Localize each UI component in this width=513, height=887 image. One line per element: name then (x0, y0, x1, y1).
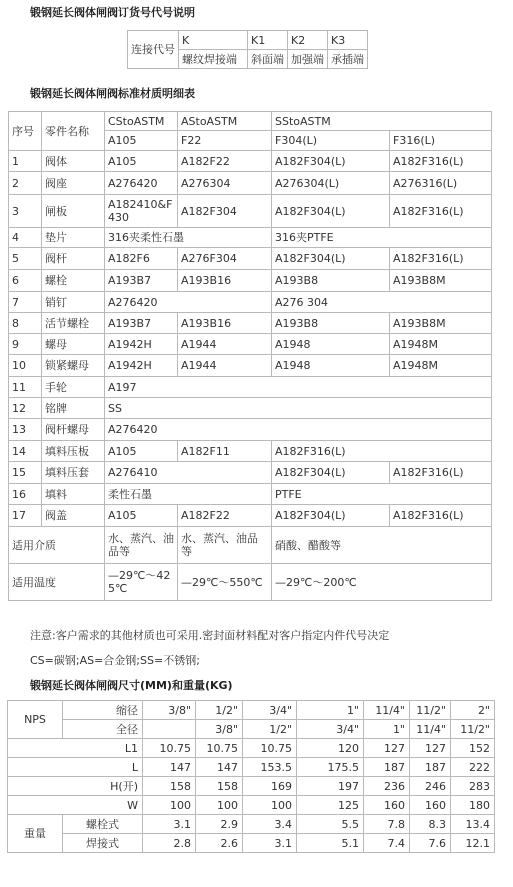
cs-header: CStoASTM (105, 112, 178, 131)
dim-cell: 10.75 (243, 739, 297, 758)
weight-cell: 7.4 (364, 834, 410, 853)
as-grade: F22 (178, 131, 272, 151)
dim-label: L (8, 758, 143, 777)
table-row (9, 377, 492, 398)
cell: A193B8 (272, 270, 390, 292)
cell: A1948M (390, 355, 492, 377)
cell: A276420 (105, 292, 272, 313)
dimension-table-title: 锻钢延长阀体闸阀尺寸(MM)和重量(KG) (30, 679, 233, 692)
cell: A182410&F430 (105, 195, 178, 228)
row-no: 3 (9, 195, 42, 228)
cell: A182F304(L) (272, 151, 390, 172)
size-cell: 1/2" (243, 720, 297, 739)
code-meaning: 承插端 (328, 50, 368, 69)
row-no: 1 (9, 151, 42, 172)
table-row (8, 796, 495, 815)
dim-cell: 100 (143, 796, 196, 815)
row-no: 8 (9, 313, 42, 334)
dim-cell: 152 (451, 739, 495, 758)
row-part: 铭牌 (42, 398, 105, 419)
dim-cell: 236 (364, 777, 410, 796)
weight-cell: 5.1 (297, 834, 364, 853)
cell: A105 (105, 151, 178, 172)
cell: A1944 (178, 355, 272, 377)
dim-cell: 187 (364, 758, 410, 777)
row-part: 锁紧螺母 (42, 355, 105, 377)
row-no: 16 (9, 484, 42, 505)
size-cell: 11/2" (410, 701, 451, 720)
cell: A193B7 (105, 270, 178, 292)
cell: A182F304(L) (272, 505, 390, 527)
dim-cell: 160 (410, 796, 451, 815)
row-part: 手轮 (42, 377, 105, 398)
cell: A276304(L) (272, 172, 390, 195)
reduced-label: 缩径 (63, 701, 143, 720)
row-no: 2 (9, 172, 42, 195)
row-part: 阀座 (42, 172, 105, 195)
table-row (9, 462, 492, 484)
table-row (8, 815, 495, 834)
row-part: 阀杆螺母 (42, 419, 105, 441)
cell: A182F304(L) (272, 195, 390, 228)
table-row (9, 441, 492, 462)
row-no: 9 (9, 334, 42, 355)
cell: A105 (105, 505, 178, 527)
ss-grade-304: F304(L) (272, 131, 390, 151)
code-meaning: 加强端 (288, 50, 328, 69)
material-table-title: 锻钢延长阀体闸阀标准材质明细表 (30, 87, 195, 100)
row-part: 填料压套 (42, 462, 105, 484)
seq-header: 序号 (9, 112, 42, 151)
table-row (9, 172, 492, 195)
cell: A182F304(L) (272, 462, 390, 484)
temperature-row (9, 564, 492, 601)
dim-cell: 169 (243, 777, 297, 796)
cell: A182F22 (178, 505, 272, 527)
row-part: 填料 (42, 484, 105, 505)
row-no: 11 (9, 377, 42, 398)
cell: A276304 (178, 172, 272, 195)
size-cell (143, 720, 196, 739)
cell: A182F304 (178, 195, 272, 228)
cell: 316夹PTFE (272, 228, 492, 248)
cell: A276420 (105, 172, 178, 195)
row-no: 13 (9, 419, 42, 441)
table-row (8, 739, 495, 758)
row-part: 闸板 (42, 195, 105, 228)
dim-cell: 100 (196, 796, 243, 815)
material-table (8, 111, 492, 601)
row-no: 14 (9, 441, 42, 462)
dim-cell: 158 (196, 777, 243, 796)
weight-cell: 2.9 (196, 815, 243, 834)
code-cell: K (179, 31, 248, 50)
abbreviation-note: CS=碳钢;AS=合金钢;SS=不锈钢; (30, 654, 200, 667)
row-no: 17 (9, 505, 42, 527)
size-cell: 1" (364, 720, 410, 739)
dim-cell: 197 (297, 777, 364, 796)
dim-cell: 10.75 (143, 739, 196, 758)
cell: A1948 (272, 355, 390, 377)
row-part: 活节螺栓 (42, 313, 105, 334)
row-no: 7 (9, 292, 42, 313)
media-cs: 水、蒸汽、油品等 (105, 527, 178, 564)
row-part: 垫片 (42, 228, 105, 248)
size-cell: 1/2" (196, 701, 243, 720)
weight-cell: 8.3 (410, 815, 451, 834)
dimension-table (7, 700, 495, 853)
row-part: 填料压板 (42, 441, 105, 462)
code-cell: K2 (288, 31, 328, 50)
cell: A182F316(L) (390, 462, 492, 484)
cell: A182F316(L) (272, 441, 492, 462)
dim-cell: 10.75 (196, 739, 243, 758)
media-row (9, 527, 492, 564)
weight-cell: 3.4 (243, 815, 297, 834)
cell: A193B7 (105, 313, 178, 334)
table-row (9, 195, 492, 228)
cell: 柔性石墨 (105, 484, 272, 505)
cell: 316夹柔性石墨 (105, 228, 272, 248)
code-cell: K3 (328, 31, 368, 50)
cell: SS (105, 398, 492, 419)
code-cell: K1 (248, 31, 288, 50)
dim-cell: 175.5 (297, 758, 364, 777)
row-part: 螺母 (42, 334, 105, 355)
dim-cell: 283 (451, 777, 495, 796)
temperature-ss: —29℃～200℃ (272, 564, 492, 601)
table-row (9, 248, 492, 270)
dim-cell: 153.5 (243, 758, 297, 777)
size-cell: 1" (297, 701, 364, 720)
cell: A1944 (178, 334, 272, 355)
cell: A105 (105, 441, 178, 462)
part-header: 零件名称 (42, 112, 105, 151)
dim-cell: 246 (410, 777, 451, 796)
temperature-cs: —29℃～425℃ (105, 564, 178, 601)
full-label: 全径 (63, 720, 143, 739)
row-no: 5 (9, 248, 42, 270)
row-no: 15 (9, 462, 42, 484)
code-meaning: 斜面端 (248, 50, 288, 69)
table-row (9, 292, 492, 313)
weight-cell: 12.1 (451, 834, 495, 853)
weight-cell: 3.1 (143, 815, 196, 834)
dim-label: L1 (8, 739, 143, 758)
table-row (8, 758, 495, 777)
weight-label: 重量 (8, 815, 63, 853)
dim-cell: 180 (451, 796, 495, 815)
weight-cell: 7.8 (364, 815, 410, 834)
cell: A276316(L) (390, 172, 492, 195)
cell: A182F22 (178, 151, 272, 172)
cs-grade: A105 (105, 131, 178, 151)
cell: A193B8 (272, 313, 390, 334)
size-cell: 3/8" (143, 701, 196, 720)
table-row (9, 398, 492, 419)
dim-cell: 127 (410, 739, 451, 758)
ss-grade-316: F316(L) (390, 131, 492, 151)
cell: A182F11 (178, 441, 272, 462)
row-part: 阀体 (42, 151, 105, 172)
table-row (8, 777, 495, 796)
nps-label: NPS (8, 701, 63, 739)
connection-code-label: 连接代号 (128, 31, 179, 69)
size-cell: 2" (451, 701, 495, 720)
table-row (9, 505, 492, 527)
table-row (9, 228, 492, 248)
cell: A1948 (272, 334, 390, 355)
cell: A197 (105, 377, 492, 398)
dim-cell: 120 (297, 739, 364, 758)
weight-type: 螺栓式 (63, 815, 143, 834)
cell: A182F316(L) (390, 505, 492, 527)
as-header: AStoASTM (178, 112, 272, 131)
row-part: 阀杆 (42, 248, 105, 270)
dim-cell: 187 (410, 758, 451, 777)
size-cell: 11/4" (410, 720, 451, 739)
dim-cell: 222 (451, 758, 495, 777)
dim-cell: 147 (143, 758, 196, 777)
row-part: 阀盖 (42, 505, 105, 527)
cell: A1942H (105, 334, 178, 355)
row-no: 4 (9, 228, 42, 248)
cell: A276420 (105, 419, 492, 441)
dim-cell: 125 (297, 796, 364, 815)
cell: A1942H (105, 355, 178, 377)
media-ss: 硝酸、醋酸等 (272, 527, 492, 564)
cell: A193B8M (390, 313, 492, 334)
cell: A1948M (390, 334, 492, 355)
cell: A182F304(L) (272, 248, 390, 270)
cell: A193B16 (178, 270, 272, 292)
temperature-label: 适用温度 (9, 564, 105, 601)
weight-cell: 13.4 (451, 815, 495, 834)
cell: A193B8M (390, 270, 492, 292)
order-code-title: 锻钢延长阀体闸阀订货号代号说明 (30, 6, 195, 19)
dim-cell: 160 (364, 796, 410, 815)
table-row (9, 484, 492, 505)
table-row (9, 355, 492, 377)
dim-label: H(开) (8, 777, 143, 796)
table-row (9, 313, 492, 334)
dim-cell: 147 (196, 758, 243, 777)
weight-cell: 5.5 (297, 815, 364, 834)
row-part: 螺栓 (42, 270, 105, 292)
cell: A182F316(L) (390, 248, 492, 270)
dim-cell: 158 (143, 777, 196, 796)
weight-cell: 7.6 (410, 834, 451, 853)
cell: A182F6 (105, 248, 178, 270)
cell: A193B16 (178, 313, 272, 334)
temperature-as: —29℃～550℃ (178, 564, 272, 601)
cell: A276410 (105, 462, 272, 484)
cell: A182F316(L) (390, 151, 492, 172)
row-part: 销钉 (42, 292, 105, 313)
row-no: 6 (9, 270, 42, 292)
size-cell: 3/8" (196, 720, 243, 739)
code-meaning: 螺纹焊接端 (179, 50, 248, 69)
media-as: 水、蒸汽、油品等 (178, 527, 272, 564)
weight-cell: 3.1 (243, 834, 297, 853)
dim-cell: 127 (364, 739, 410, 758)
cell: A276 304 (272, 292, 492, 313)
size-cell: 11/4" (364, 701, 410, 720)
material-note: 注意:客户需求的其他材质也可采用.密封面材料配对客户指定内件代号决定 (30, 629, 390, 642)
media-label: 适用介质 (9, 527, 105, 564)
size-cell: 11/2" (451, 720, 495, 739)
row-no: 10 (9, 355, 42, 377)
weight-cell: 2.6 (196, 834, 243, 853)
dim-label: W (8, 796, 143, 815)
table-row (9, 270, 492, 292)
table-row (9, 151, 492, 172)
weight-cell: 2.8 (143, 834, 196, 853)
table-row (8, 834, 495, 853)
ss-header: SStoASTM (272, 112, 492, 131)
cell: A276F304 (178, 248, 272, 270)
cell: A182F316(L) (390, 195, 492, 228)
size-cell: 3/4" (243, 701, 297, 720)
dim-cell: 100 (243, 796, 297, 815)
table-row (9, 334, 492, 355)
cell: PTFE (272, 484, 492, 505)
size-cell: 3/4" (297, 720, 364, 739)
row-no: 12 (9, 398, 42, 419)
table-row (9, 419, 492, 441)
connection-code-table (127, 30, 368, 69)
weight-type: 焊接式 (63, 834, 143, 853)
